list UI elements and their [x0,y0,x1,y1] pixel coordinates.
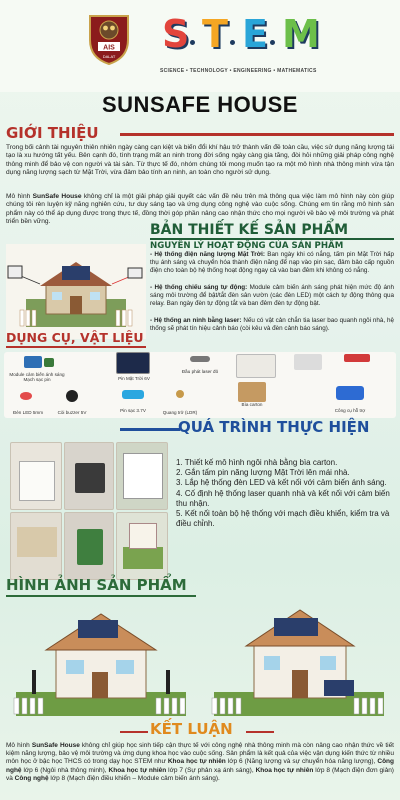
stem-subtitle: SCIENCE • TECHNOLOGY • ENGINEERING • MATHEMATICS [160,68,317,74]
process-photo-2 [64,442,114,510]
process-steps [176,458,392,529]
tools-heading-bar [6,346,146,348]
glue-gun-icon [336,386,364,400]
design-bullet-laser: - Hệ thống an ninh bằng laser: Nếu có vật cản chắn tia laser bao quanh ngôi nhà, hệ thống sẽ phát tín hiệu cảnh báo (còi kêu và đèn cảnh báo sáng). [150,317,395,332]
battery-icon [122,390,144,399]
tool-label-solar: Pin Mặt Trời 6V [118,376,150,381]
light-sensor-module-icon [24,356,42,368]
product-photo-right [204,600,394,720]
conclusion-heading-bar [120,731,148,733]
design-bullet-solar: - Hệ thống điện năng lượng Mặt Trời: Ban ngày khi có nắng, tấm pin Mặt Trời hấp thụ ánh sáng và chuyển hóa thành điện năng để nạp vào pin sạc, đảm bảo cấp nguồn điện cho toàn bộ hệ thống hoạt động ngay cả vào ban đêm khi không có nắng. [150,251,394,274]
solar-panel-icon [116,352,150,374]
process-photo-6 [116,512,168,580]
intro-heading-bar [120,133,394,136]
wire-cutter-icon [344,354,370,362]
mini-fan-icon [294,354,322,370]
process-photo-4 [10,512,62,580]
process-heading: QUÁ TRÌNH THỰC HIỆN [178,418,370,436]
logo-text: AIS [103,44,115,52]
design-heading-bar [150,238,394,240]
process-step-5: 5. Kết nối toàn bộ hệ thống với mạch điều khiển, kiểm tra và điều chỉnh. [176,509,390,529]
stem-letter-m: M [282,12,320,56]
process-photo-1 [10,442,62,510]
gallery-heading: HÌNH ẢNH SẢN PHẨM [6,576,187,594]
gallery-heading-bar [6,595,196,597]
stem-letter-e: E [242,12,268,56]
charger-board-icon [44,358,54,367]
tool-label-sensor: Module cảm biến ánh sáng Mạch sạc pin [9,372,65,382]
conclusion-heading: KẾT LUẬN [150,720,233,738]
process-step-4: 4. Cố định hệ thống laser quanh nhà và kết nối với cảm biến thu nhận. [176,488,390,508]
conclusion-paragraph: Mô hình SunSafe House không chỉ giúp học sinh tiếp cận thực tế với công nghệ nhà thông minh mà còn nâng cao nhận thức về tiết kiệm năng lượng, bảo vệ môi trường và ứng dụng khoa học vào cuộc sống. Sản phẩm là kết quả của việc vận dụng kiến thức từ nhiều môn học ở bậc học THCS có trong dạy học STEM như Khoa học tự nhiên lớp 6 (Năng lượng và sự chuyển hóa năng lượng), Công nghệ lớp 6 (Ngôi nhà thông minh), Khoa học tự nhiên lớp 7 (Sự phản xạ ánh sáng), Khoa học tự nhiên lớp 8 (Mạch điện đơn giản) và Công nghệ lớp 8 (Mạch điện điều khiển – Module cảm biến ánh sáng). [6,742,395,782]
stem-letter-s: S [162,12,190,56]
process-step-1: 1. Thiết kế mô hình ngôi nhà bằng bìa carton. [176,458,338,467]
tool-label-led: Đèn LED 5mm [12,410,44,415]
product-photo-left [6,600,196,720]
led-icon [20,392,32,400]
intro-heading: GIỚI THIỆU [6,124,99,142]
school-crest-logo [86,10,132,66]
intro-paragraph-2: Mô hình SunSafe House không chỉ là một giải pháp giải quyết các vấn đề nêu trên mà thông qua việc làm mô hình này còn giúp chúng tôi rèn luyện kỹ năng nghiên cứu, tư duy sáng tạo và ứng dụng công nghệ vào cuộc sống. Chúng em tin rằng mô hình sản phẩm này có thể áp dụng được trong thực tế, đồng thời góp phần nâng cao nhận thức cho mọi người về bảo vệ môi trường và phát triển bền vững. [6,193,394,226]
conclusion-heading-bar-right [246,731,274,733]
poster-title: SUNSAFE HOUSE [102,92,298,117]
foam-board-icon [236,354,276,378]
tool-label-ldr: Quang trở (LDR) [162,410,198,415]
tool-label-laser: Đầu phát laser đỏ [181,369,219,374]
process-photo-3 [116,442,168,510]
design-subheading: NGUYÊN LÝ HOẠT ĐỘNG CỦA SẢN PHẨM [150,241,344,251]
tool-label-support-tools: Công cụ hỗ trợ [334,408,366,413]
design-bullet-lighting: - Hệ thống chiếu sáng tự động: Module cảm biến ánh sáng phát hiện mức độ ánh sáng môi trường để bật/tắt đèn sân vườn (các đèn LED) một cách tự động thông qua relay. Ban ngày đèn tự động tắt và ban đêm đèn tự động bật. [150,284,394,307]
stem-letter-t: T [202,12,228,56]
tool-label-buzzer: Còi buzzer 5V [57,410,87,415]
process-photo-5 [64,512,114,580]
cardboard-icon [238,382,266,402]
laser-diode-icon [190,356,210,362]
process-photo-collage [10,442,168,580]
ldr-icon [176,390,184,398]
process-step-3: 3. Lắp hệ thống đèn LED và kết nối với cảm biến ánh sáng. [176,478,387,488]
design-house-illustration [6,244,146,339]
tool-label-battery: Pin sạc 3.7V [120,408,146,413]
tools-heading: DỤNG CỤ, VẬT LIỆU [6,330,144,345]
tools-panel [4,352,396,418]
design-heading: BẢN THIẾT KẾ SẢN PHẨM [150,222,349,238]
stem-wordmark [150,0,370,70]
buzzer-icon [66,390,78,402]
intro-paragraph-1: Trong bối cảnh tài nguyên thiên nhiên ngày càng cạn kiệt và biến đổi khí hậu trở thành vấn đề toàn cầu, việc sử dụng năng lượng tái tạo là xu hướng tất yếu. Bên cạnh đó, tình trạng mất an ninh trong đời sống ngày càng gia tăng, đòi hỏi những giải pháp công nghệ thông minh để bảo vệ con người và tài sản. Từ thực tế đó, nhóm chúng tôi mong muốn tạo ra một mô hình nhà thông minh vừa tận dụng năng lượng sạch từ Mặt Trời, vừa đảm bảo tính an ninh, an toàn cho người sử dụng. [6,144,394,177]
process-heading-bar [120,428,180,431]
process-step-2: 2. Gắn tấm pin năng lượng Mặt Trời lên mái nhà. [176,468,350,478]
logo-subtext: DALAT [102,54,116,59]
tool-label-cardboard: Bìa carton [241,402,263,407]
